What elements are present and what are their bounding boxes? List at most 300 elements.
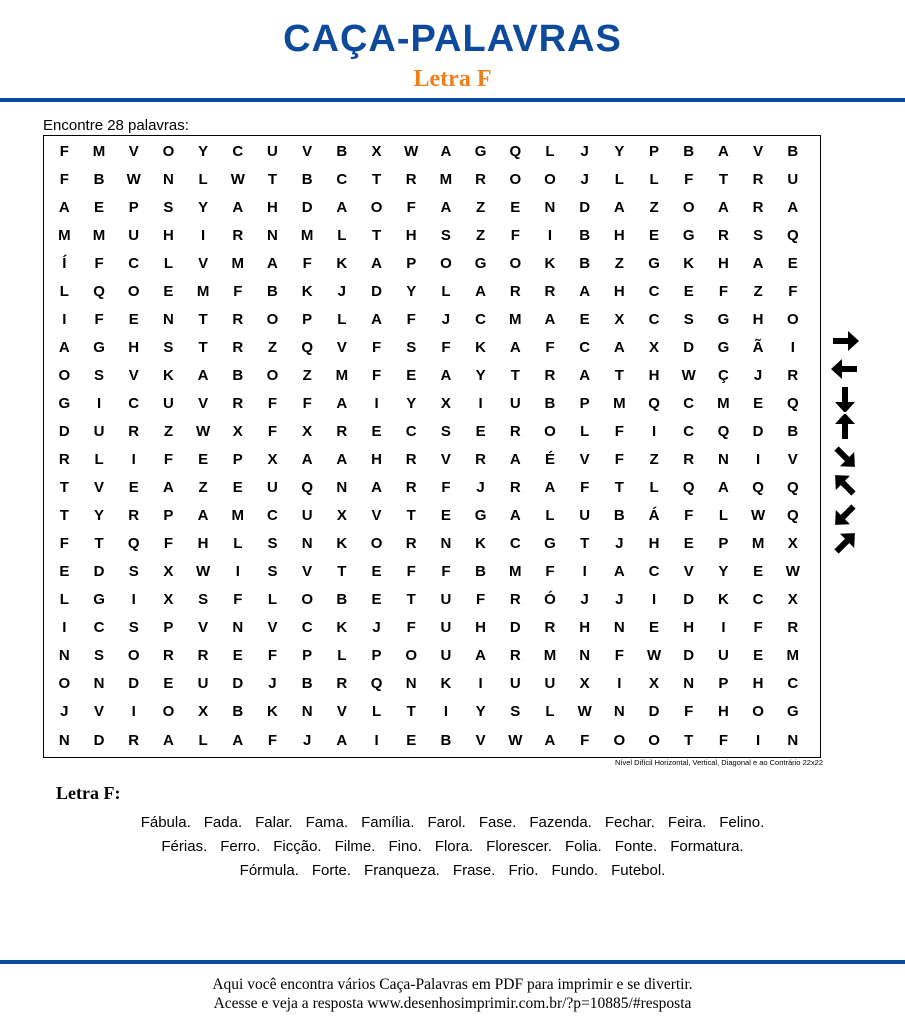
grid-row	[44, 165, 820, 193]
grid-cell: A	[232, 731, 244, 749]
grid-cell: N	[440, 535, 452, 553]
grid-cell: R	[717, 226, 729, 244]
grid-cell: U	[267, 142, 278, 160]
word-list-item: Florescer.	[486, 837, 553, 855]
grid-cell: A	[232, 198, 244, 216]
arrow-right-icon	[828, 328, 862, 354]
word-list-item: Fábula.	[140, 813, 191, 831]
grid-cell: J	[372, 619, 381, 637]
grid-cell: O	[682, 198, 695, 216]
grid-cell: F	[371, 366, 382, 384]
grid-cell: R	[232, 226, 244, 244]
grid-cell: W	[577, 703, 592, 721]
grid-cell: E	[371, 563, 382, 581]
grid-cell: Y	[198, 142, 209, 160]
grid-cell: W	[230, 170, 245, 188]
grid-cell: Z	[614, 254, 624, 272]
grid-row	[44, 474, 820, 502]
grid-cell: R	[336, 422, 348, 440]
grid-cell: K	[440, 675, 452, 693]
grid-cell: U	[440, 647, 452, 665]
grid-cell: Q	[682, 479, 695, 497]
grid-cell: V	[302, 563, 313, 581]
footer-divider	[0, 960, 905, 964]
grid-cell: H	[717, 703, 729, 721]
word-list-line	[40, 810, 865, 834]
grid-cell: Z	[267, 338, 278, 356]
grid-cell: O	[405, 647, 418, 665]
grid-cell: C	[475, 310, 487, 328]
word-list-item: Fada.	[203, 813, 243, 831]
grid-cell: A	[58, 198, 70, 216]
grid-row	[44, 417, 820, 445]
grid-cell: F	[441, 338, 451, 356]
grid-cell: X	[440, 394, 451, 412]
word-list-item: Futebol.	[611, 861, 666, 879]
grid-cell: P	[406, 254, 417, 272]
grid-row	[44, 277, 820, 305]
grid-cell: T	[614, 479, 624, 497]
grid-cell: A	[440, 366, 452, 384]
grid-cell: I	[547, 226, 553, 244]
grid-cell: I	[131, 591, 136, 609]
grid-cell: F	[614, 451, 624, 469]
grid-cell: T	[198, 310, 208, 328]
grid-cell: Y	[406, 282, 417, 300]
grid-cell: M	[92, 226, 106, 244]
grid-cell: A	[509, 451, 521, 469]
grid-row	[44, 221, 820, 249]
word-list-item: Férias.	[161, 837, 208, 855]
grid-cell: K	[336, 619, 348, 637]
grid-cell: M	[786, 647, 800, 665]
grid-cell: U	[509, 675, 521, 693]
grid-cell: W	[646, 647, 662, 665]
word-list-item: Flora.	[434, 837, 474, 855]
grid-cell: M	[231, 254, 245, 272]
grid-cell: V	[198, 619, 209, 637]
grid-cell: B	[301, 170, 313, 188]
grid-cell: F	[302, 394, 312, 412]
grid-cell: G	[786, 703, 799, 721]
grid-cell: Q	[717, 422, 730, 440]
grid-cell: Y	[475, 366, 486, 384]
grid-cell: L	[337, 310, 347, 328]
grid-cell: I	[62, 310, 67, 328]
grid-cell: F	[406, 563, 416, 581]
header-divider	[0, 98, 905, 102]
grid-cell: C	[683, 422, 695, 440]
grid-cell: X	[614, 310, 625, 328]
grid-cell: L	[59, 282, 69, 300]
grid-cell: V	[440, 451, 451, 469]
grid-cell: G	[648, 254, 660, 272]
grid-cell: X	[787, 591, 798, 609]
grid-cell: J	[268, 675, 277, 693]
grid-cell: A	[336, 198, 348, 216]
grid-cell: Q	[752, 479, 764, 497]
grid-cell: R	[232, 338, 244, 356]
grid-cell: U	[579, 507, 591, 525]
grid-cell: L	[441, 282, 451, 300]
grid-cell: A	[336, 394, 348, 412]
grid-cell: F	[614, 422, 624, 440]
grid-cell: Ã	[752, 338, 764, 356]
grid-cell: F	[302, 254, 312, 272]
grid-cell: K	[475, 535, 487, 553]
grid-cell: Ç	[717, 366, 729, 384]
grid-cell: M	[196, 282, 210, 300]
grid-cell: A	[509, 507, 521, 525]
grid-cell: Z	[649, 198, 659, 216]
grid-cell: P	[718, 675, 729, 693]
grid-cell: A	[440, 198, 452, 216]
grid-cell: N	[93, 675, 105, 693]
grid-cell: O	[544, 170, 556, 188]
grid-cell: P	[163, 507, 174, 525]
grid-cell: N	[683, 675, 695, 693]
grid-cell: C	[93, 619, 105, 637]
word-list-item: Fama.	[305, 813, 349, 831]
grid-cell: D	[509, 619, 521, 637]
grid-cell: D	[128, 675, 140, 693]
word-list-item: Fechar.	[604, 813, 655, 831]
grid-cell: U	[162, 394, 174, 412]
grid-cell: Í	[62, 254, 67, 272]
grid-cell: E	[683, 535, 694, 553]
grid-cell: E	[371, 591, 382, 609]
grid-cell: I	[62, 619, 67, 637]
grid-cell: T	[718, 170, 728, 188]
grid-cell: Q	[786, 394, 799, 412]
grid-cell: P	[302, 310, 313, 328]
grid-cell: J	[302, 731, 312, 749]
word-list-line	[40, 858, 865, 882]
grid-cell: I	[756, 451, 761, 469]
grid-cell: P	[718, 535, 729, 553]
grid-cell: C	[232, 142, 244, 160]
grid-cell: E	[510, 198, 521, 216]
grid-cell: V	[128, 142, 139, 160]
grid-cell: R	[787, 366, 799, 384]
grid-cell: R	[336, 675, 348, 693]
grid-cell: S	[267, 563, 278, 581]
page-title: CAÇA-PALAVRAS	[283, 18, 622, 60]
grid-cell: X	[163, 591, 174, 609]
grid-cell: V	[336, 703, 347, 721]
grid-cell: N	[787, 731, 799, 749]
grid-cell: U	[440, 619, 452, 637]
grid-cell: T	[198, 338, 208, 356]
grid-cell: G	[717, 310, 730, 328]
page-subtitle: Letra F	[413, 66, 492, 92]
grid-cell: V	[198, 394, 209, 412]
grid-cell: N	[613, 619, 625, 637]
grid-cell: N	[162, 310, 174, 328]
grid-cell: A	[544, 731, 556, 749]
grid-cell: E	[683, 282, 694, 300]
grid-row	[44, 137, 820, 165]
grid-cell: N	[58, 731, 70, 749]
grid-cell: F	[163, 451, 173, 469]
grid-cell: V	[475, 731, 486, 749]
grid-cell: I	[651, 591, 657, 609]
grid-cell: X	[579, 675, 590, 693]
grid-cell: K	[544, 254, 556, 272]
grid-cell: M	[543, 647, 557, 665]
grid-cell: X	[649, 675, 660, 693]
grid-cell: B	[683, 142, 695, 160]
grid-cell: A	[717, 479, 729, 497]
grid-cell: I	[374, 731, 379, 749]
grid-cell: S	[683, 310, 694, 328]
word-list-item: Formatura.	[670, 837, 744, 855]
grid-cell: T	[614, 366, 624, 384]
grid-cell: S	[440, 226, 451, 244]
grid-cell: E	[94, 198, 105, 216]
grid-cell: E	[198, 451, 209, 469]
grid-cell: T	[59, 507, 69, 525]
word-list-item: Frase.	[452, 861, 496, 879]
grid-cell: U	[440, 591, 452, 609]
grid-cell: T	[59, 479, 69, 497]
grid-cell: R	[509, 479, 521, 497]
grid-cell: N	[58, 647, 70, 665]
grid-cell: V	[753, 142, 764, 160]
puzzle-instruction: Encontre 28 palavras:	[43, 117, 189, 134]
grid-cell: J	[580, 170, 589, 188]
grid-cell: R	[475, 170, 487, 188]
grid-cell: R	[683, 451, 695, 469]
grid-cell: N	[301, 535, 313, 553]
grid-cell: R	[405, 535, 417, 553]
grid-cell: E	[59, 563, 70, 581]
grid-cell: Y	[718, 563, 729, 581]
grid-cell: G	[474, 507, 487, 525]
grid-cell: L	[233, 535, 243, 553]
grid-cell: H	[267, 198, 278, 216]
grid-cell: A	[371, 479, 382, 497]
grid-cell: Y	[406, 394, 417, 412]
grid-cell: D	[683, 591, 695, 609]
grid-cell: C	[579, 338, 591, 356]
grid-cell: I	[790, 338, 795, 356]
grid-cell: Q	[127, 535, 140, 553]
grid-cell: R	[197, 647, 209, 665]
grid-cell: A	[336, 731, 348, 749]
grid-cell: D	[93, 731, 105, 749]
grid-cell: Z	[198, 479, 208, 497]
grid-cell: V	[371, 507, 382, 525]
grid-row	[44, 558, 820, 586]
grid-cell: B	[93, 170, 105, 188]
word-list-title: Letra F:	[56, 783, 121, 803]
grid-cell: N	[613, 703, 625, 721]
grid-cell: F	[580, 731, 590, 749]
grid-cell: F	[371, 338, 382, 356]
grid-cell: O	[162, 142, 175, 160]
grid-cell: P	[128, 198, 139, 216]
grid-cell: C	[787, 675, 799, 693]
grid-cell: W	[196, 563, 211, 581]
grid-cell: M	[92, 142, 106, 160]
grid-cell: C	[405, 422, 417, 440]
grid-row	[44, 361, 820, 389]
grid-cell: F	[59, 535, 69, 553]
grid-cell: P	[649, 142, 660, 160]
grid-cell: S	[440, 422, 451, 440]
grid-cell: Z	[753, 282, 763, 300]
grid-cell: É	[544, 451, 555, 469]
grid-cell: C	[648, 563, 660, 581]
grid-cell: I	[96, 394, 102, 412]
grid-cell: S	[406, 338, 417, 356]
grid-cell: R	[544, 619, 556, 637]
grid-cell: M	[509, 310, 522, 328]
grid-cell: O	[509, 170, 522, 188]
grid-cell: X	[163, 563, 174, 581]
grid-cell: V	[302, 142, 313, 160]
grid-cell: E	[163, 282, 174, 300]
grid-cell: V	[128, 366, 139, 384]
grid-cell: Ó	[544, 591, 556, 609]
grid-cell: G	[58, 394, 71, 412]
grid-cell: G	[717, 338, 730, 356]
grid-cell: R	[509, 282, 521, 300]
grid-cell: W	[681, 366, 696, 384]
grid-cell: L	[198, 731, 208, 749]
grid-cell: A	[371, 310, 382, 328]
grid-cell: R	[752, 170, 764, 188]
grid-cell: X	[649, 338, 660, 356]
word-list-item: Família.	[361, 813, 415, 831]
grid-cell: R	[128, 507, 140, 525]
grid-cell: F	[94, 254, 104, 272]
grid-cell: O	[370, 198, 383, 216]
grid-cell: L	[545, 507, 555, 525]
grid-cell: J	[753, 366, 763, 384]
grid-cell: B	[232, 366, 244, 384]
grid-cell: Y	[94, 507, 105, 525]
grid-row	[44, 586, 820, 614]
grid-cell: U	[197, 675, 209, 693]
grid-cell: F	[267, 422, 278, 440]
grid-cell: E	[649, 226, 660, 244]
grid-cell: B	[544, 394, 556, 412]
grid-cell: S	[163, 338, 174, 356]
grid-cell: N	[717, 451, 729, 469]
grid-cell: J	[441, 310, 451, 328]
grid-cell: Z	[163, 422, 173, 440]
grid-cell: L	[545, 142, 555, 160]
grid-cell: E	[163, 675, 174, 693]
grid-cell: K	[162, 366, 174, 384]
grid-cell: S	[94, 366, 105, 384]
grid-cell: A	[197, 366, 209, 384]
grid-cell: A	[440, 142, 452, 160]
grid-cell: S	[198, 591, 209, 609]
grid-cell: W	[785, 563, 800, 581]
grid-cell: R	[787, 619, 799, 637]
grid-cell: A	[717, 198, 729, 216]
grid-cell: L	[163, 254, 173, 272]
grid-cell: P	[579, 394, 590, 412]
grid-cell: Y	[198, 198, 209, 216]
word-search-grid-frame	[43, 135, 821, 758]
grid-cell: F	[59, 142, 69, 160]
grid-cell: M	[335, 366, 349, 384]
grid-cell: O	[648, 731, 660, 749]
grid-row	[44, 193, 820, 221]
grid-cell: R	[509, 647, 521, 665]
arrow-down-left-icon	[828, 502, 862, 528]
word-list-item: Fazenda.	[529, 813, 592, 831]
grid-cell: N	[336, 479, 348, 497]
grid-cell: M	[439, 170, 453, 188]
grid-cell: K	[267, 703, 278, 721]
grid-row	[44, 642, 820, 670]
grid-cell: D	[683, 338, 695, 356]
grid-cell: B	[232, 703, 244, 721]
grid-cell: N	[267, 226, 278, 244]
grid-cell: P	[232, 451, 243, 469]
grid-cell: U	[544, 675, 556, 693]
grid-cell: E	[406, 731, 417, 749]
grid-cell: L	[371, 703, 382, 721]
grid-cell: H	[579, 619, 591, 637]
grid-row	[44, 530, 820, 558]
grid-cell: E	[128, 479, 139, 497]
grid-cell: F	[267, 731, 278, 749]
grid-cell: I	[478, 675, 483, 693]
grid-cell: W	[196, 422, 211, 440]
grid-cell: B	[579, 226, 591, 244]
word-list-item: Frio.	[508, 861, 539, 879]
arrow-up-left-icon	[828, 472, 862, 498]
grid-cell: O	[58, 366, 71, 384]
grid-cell: H	[128, 338, 140, 356]
grid-cell: C	[267, 507, 278, 525]
grid-cell: B	[440, 731, 452, 749]
grid-cell: N	[232, 619, 244, 637]
grid-cell: J	[337, 282, 347, 300]
word-list-item: Franqueza.	[364, 861, 440, 879]
grid-cell: Á	[648, 507, 660, 525]
grid-row	[44, 446, 820, 474]
grid-cell: A	[371, 254, 382, 272]
grid-cell: G	[93, 338, 105, 356]
grid-cell: R	[544, 282, 556, 300]
grid-row	[44, 726, 820, 754]
grid-cell: O	[58, 675, 71, 693]
grid-cell: B	[267, 282, 278, 300]
grid-cell: S	[94, 647, 105, 665]
word-list-item: Fundo.	[551, 861, 599, 879]
grid-cell: R	[405, 479, 417, 497]
grid-cell: V	[94, 703, 105, 721]
grid-cell: R	[232, 310, 244, 328]
grid-cell: S	[128, 619, 139, 637]
grid-cell: O	[544, 422, 556, 440]
grid-cell: Z	[649, 451, 659, 469]
grid-cell: R	[544, 366, 556, 384]
grid-cell: Y	[614, 142, 625, 160]
grid-cell: O	[786, 310, 799, 328]
grid-cell: O	[162, 703, 175, 721]
difficulty-note: Nível Difícil Horizontal, Vertical, Diagonal e ao Contrário 22x22	[614, 758, 823, 767]
grid-cell: P	[371, 647, 382, 665]
grid-cell: F	[580, 479, 590, 497]
